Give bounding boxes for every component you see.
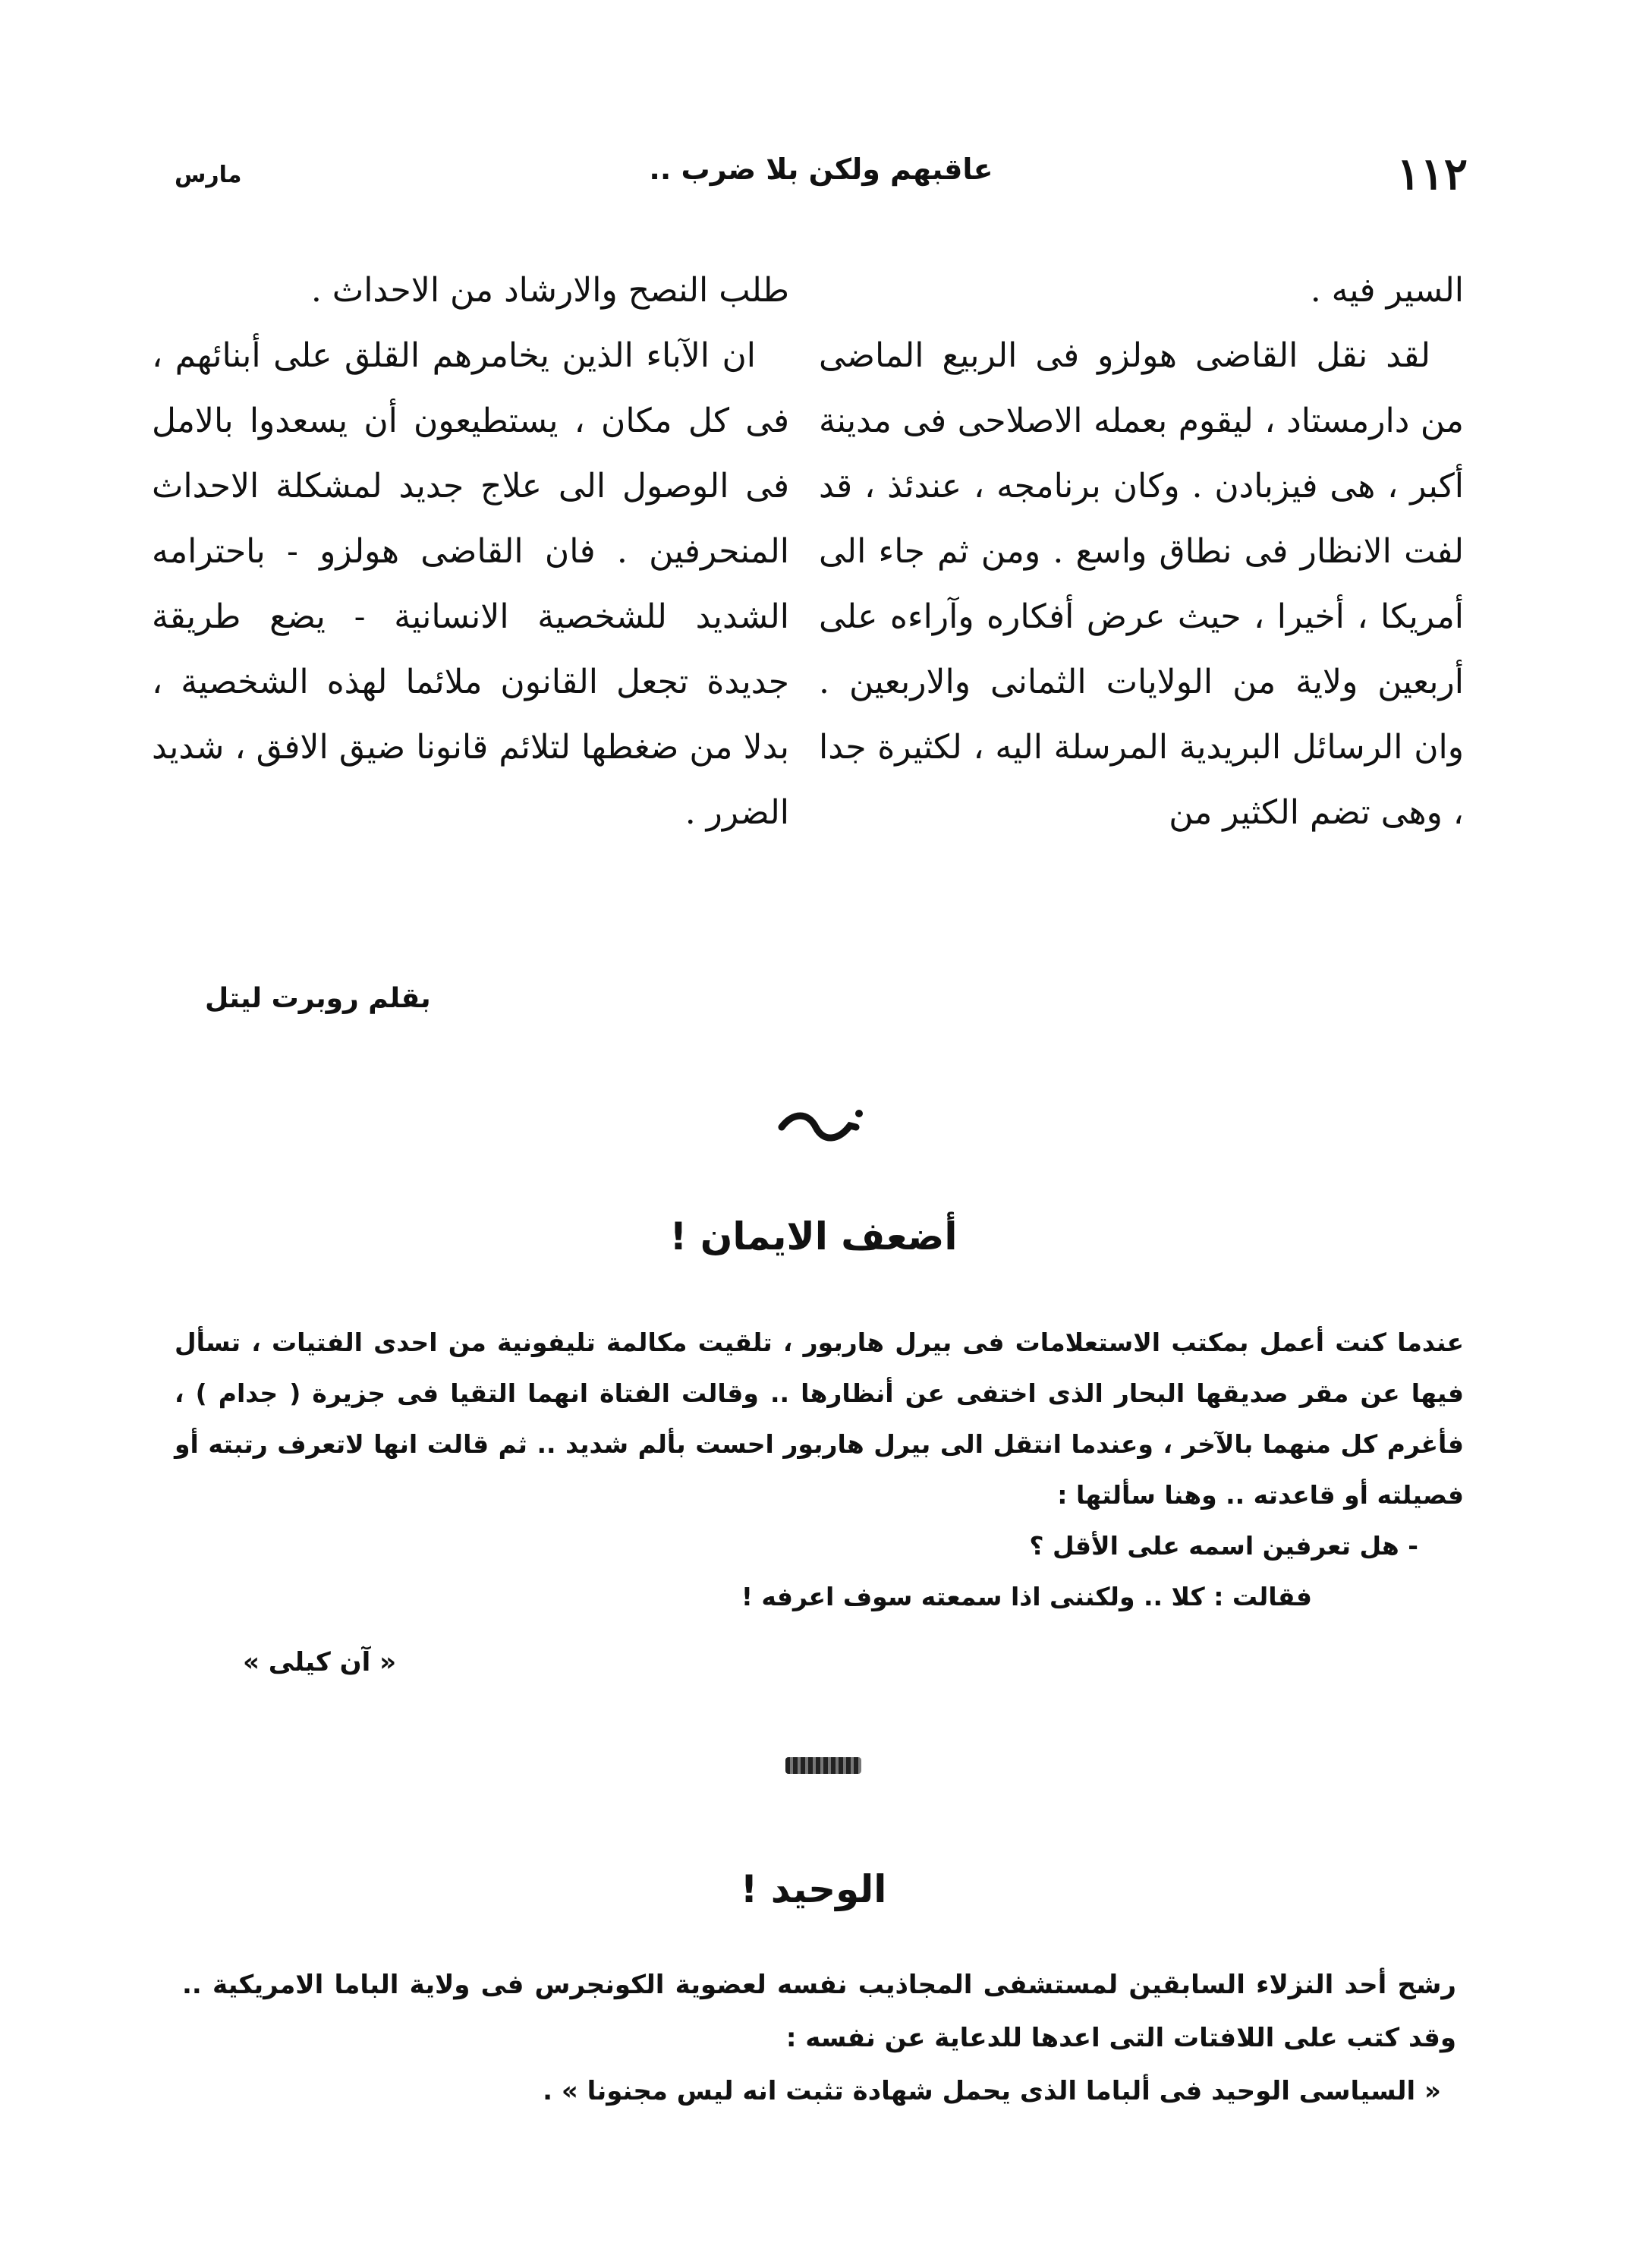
running-title: عاقبهم ولكن بلا ضرب .. <box>649 153 993 186</box>
anecdote-text: عندما كنت أعمل بمكتب الاستعلامات فى بيرل هاربور ، تلقيت مكالمة تليفونية من احدى الفتيات ، تسأل فيها عن مقر صديقها البحار الذى اختفى عن أنظارها .. وقالت الفتاة انهما التقيا فى جزيرة ( جدام ) ، فأغرم كل منهما بالآخر ، وعندما انتقل الى بيرل هاربور احست بألم شديد .. ثم قالت انها لاتعرف رتبته أو فصيلته أو قاعدته .. وهنا سألتها : <box>175 1328 1464 1510</box>
paragraph: لقد نقل القاضى هولزو فى الربيع الماضى من دارمستاد ، ليقوم بعمله الاصلاحى فى مدينة أكبر ، هى فيزبادن . وكان برنامجه ، عندئذ ، قد لفت الانظار فى نطاق واسع . ومن ثم جاء الى أمريكا ، أخيرا ، حيث عرض أفكاره وآراءه على أربعين ولاية من الولايات الثمانى والاربعين . وان الرسائل البريدية المرسلة اليه ، لكثيرة جدا ، وهى تضم الكثير من <box>819 336 1464 832</box>
paragraph: ان الآباء الذين يخامرهم القلق على أبنائهم ، فى كل مكان ، يستطيعون أن يسعدوا بالامل فى الوصول الى علاج جديد لمشكلة الاحداث المنحرفين . فان القاضى هولزو - باحترامه الشديد للشخصية الانسانية - يضع طريقة جديدة تجعل القانون ملائما لهذه الشخصية ، بدلا من ضغطها لتلائم قانونا ضيق الافق ، شديد الضرر . <box>152 336 789 832</box>
article-left-column <box>152 258 789 846</box>
paragraph: طلب النصح والارشاد من الاحداث . <box>310 271 789 310</box>
anecdote-body <box>175 1317 1464 1622</box>
anecdote-title: أضعف الايمان ! <box>669 1214 958 1258</box>
ornament-flourish-icon <box>774 1104 865 1142</box>
anecdote-answer: فقالت : كلا .. ولكننى اذا سمعته سوف اعرفه ! <box>741 1582 1312 1611</box>
anecdote-quote: « السياسى الوحيد فى ألباما الذى يحمل شهادة تثبت انه ليس مجنونا » . <box>543 2076 1441 2106</box>
page-header <box>175 148 1468 201</box>
article-right-column <box>819 258 1464 846</box>
article-continuation <box>152 258 1464 972</box>
paragraph: السير فيه . <box>1310 271 1464 310</box>
anecdote-body <box>182 1958 1456 2118</box>
anecdote-author: « آن كيلى » <box>243 1647 397 1677</box>
page-number: ١١٢ <box>1396 148 1468 200</box>
article-byline: بقلم روبرت ليتل <box>205 983 431 1014</box>
anecdote-question: - هل تعرفين اسمه على الأقل ؟ <box>1029 1531 1418 1561</box>
issue-month: مارس <box>175 162 242 188</box>
anecdote-text: رشح أحد النزلاء السابقين لمستشفى المجاذيب نفسه لعضوية الكونجرس فى ولاية الباما الامريكية .. وقد كتب على اللافتات التى اعدها للدعاية عن نفسه : <box>182 1970 1456 2053</box>
anecdote-title: الوحيد ! <box>740 1867 887 1911</box>
section-divider <box>785 1757 861 1774</box>
